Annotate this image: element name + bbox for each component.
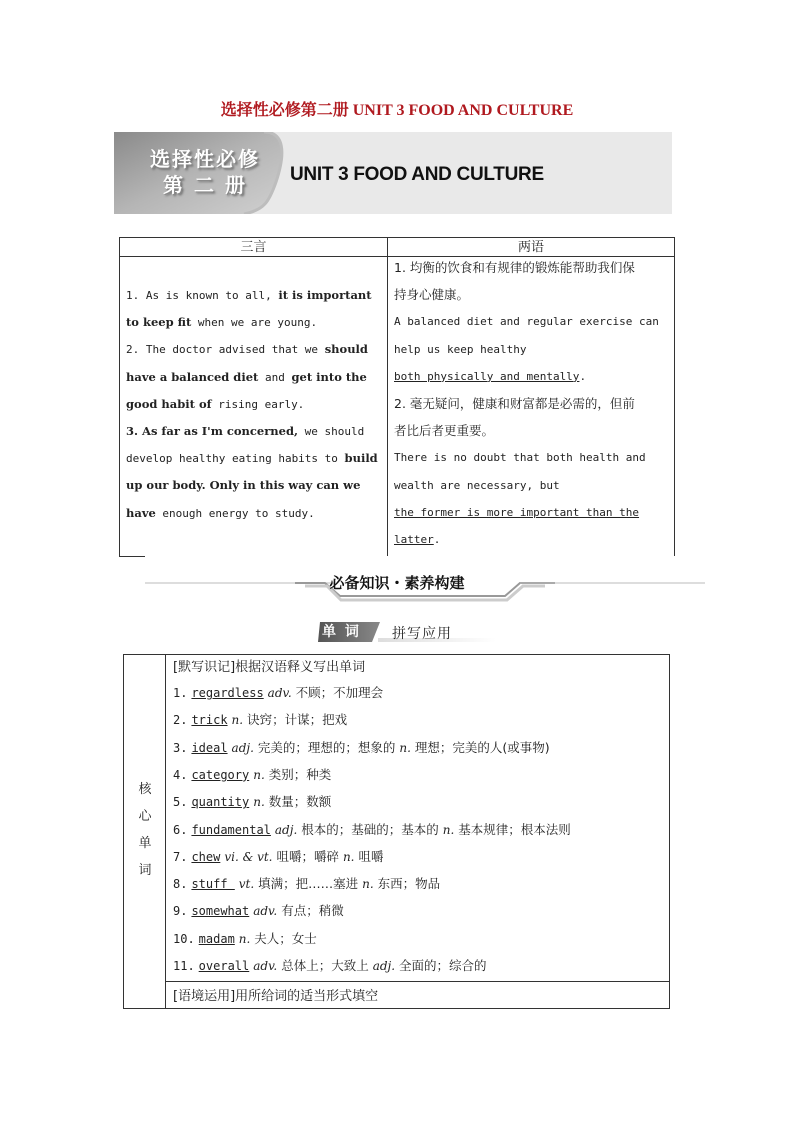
word-row [173,765,331,783]
word-answer: trick [191,713,228,728]
unit-title: UNIT 3 FOOD AND CULTURE [290,164,544,185]
word-meaning: 夫人；女士 [250,930,317,946]
word-row [173,874,440,892]
part-of-speech: vi. & vt. [224,849,273,864]
left-line-1: 1. As is known to all, it is important [126,288,372,302]
word-row [173,956,487,974]
right-cn-1a: 1. 均衡的饮食和有规律的锻炼能帮助我们保 [394,260,635,275]
word-row [173,792,331,810]
part-of-speech-2: n. [342,849,355,864]
subsection-title: 拼写应用 [392,626,452,642]
word-answer: stuff [191,877,235,892]
badge-line-1: 选择性必修 [150,147,260,171]
table1-border-left [119,256,120,556]
word-answer: madam [198,931,235,946]
part-of-speech: adj. [274,822,298,837]
right-en-2a: There is no doubt that both health and [394,451,646,465]
word-number: 7. [173,849,188,864]
left-line-3: 2. The doctor advised that we should [126,342,368,357]
left-line-9: have enough energy to study. [126,505,315,520]
right-en-2b: wealth are necessary, but [394,478,560,492]
word-answer: fundamental [191,822,271,837]
part-of-speech: adv. [253,904,278,919]
table2-instruction-1: [默写识记]根据汉语释义写出单词 [173,660,366,675]
left-line-8: up our body. Only in this way can we [126,478,361,493]
word-meaning-2: 全面的；综合的 [395,958,487,973]
word-meaning: 根本的；基础的；基本的 [297,821,443,837]
part-of-speech-2: n. [399,740,411,755]
table2-row-divider [165,981,670,982]
right-answer-2a: the former is more important than the [394,505,640,519]
right-en-1a: A balanced diet and regular exercise can [394,315,659,329]
right-cn-2a: 2. 毫无疑问，健康和财富都是必需的，但前 [394,396,635,412]
table2-instruction-2: [语境运用]用所给词的适当形式填空 [173,989,379,1004]
part-of-speech: adj. [231,740,254,755]
part-of-speech-2: n. [362,877,374,892]
word-row [173,901,344,919]
word-meaning-2: 理想；完美的人(或事物) [410,739,550,755]
word-row [173,820,571,838]
word-number: 6. [173,822,188,837]
table1-col1-header: 三言 [119,237,388,257]
word-number: 10. [173,931,195,946]
part-of-speech: n. [238,931,251,946]
word-number: 4. [173,767,188,782]
left-line-2: to keep fit when we are young. [126,315,318,330]
word-row [173,683,383,701]
word-row [173,847,383,865]
word-answer: overall [198,959,250,973]
right-cn-2b: 者比后者更重要。 [394,423,495,439]
word-number: 1. [173,686,188,700]
right-answer-1: both physically and mentally. [394,369,587,383]
word-answer: quantity [191,795,250,810]
word-row [173,710,347,728]
word-meaning: 咀嚼；嚼碎 [272,848,343,864]
part-of-speech: n. [253,767,265,782]
word-meaning-2: 东西；物品 [373,876,441,892]
word-meaning-2: 咀嚼 [354,848,384,864]
word-answer: chew [191,849,221,864]
word-answer: somewhat [191,904,250,919]
word-row [173,929,317,947]
part-of-speech: vt. [238,877,255,892]
word-answer: ideal [191,740,228,755]
side-label-char-4: 词 [138,863,152,878]
left-line-6: 3. As far as I'm concerned, we should [126,424,365,439]
unit-banner [114,132,672,214]
table1-border-bottom-stub [119,556,145,557]
word-meaning: 诀窍；计谋；把戏 [243,712,348,728]
word-meaning: 数量；数额 [264,794,332,810]
word-meaning: 有点；稍微 [277,903,344,919]
table1-border-mid [387,256,388,556]
word-number: 8. [173,877,188,892]
word-answer: category [191,767,250,782]
side-label-char-1: 核 [138,782,152,797]
page-top-title: 选择性必修第二册 UNIT 3 FOOD AND CULTURE [220,102,574,119]
left-line-7: develop healthy eating habits to build [126,451,378,466]
side-label-char-3: 单 [138,836,152,851]
part-of-speech: adv. [267,686,292,700]
word-meaning: 类别；种类 [264,766,332,782]
table1-left-cell [126,282,384,527]
left-line-5: good habit of rising early. [126,396,305,411]
word-answer: regardless [191,686,264,700]
right-en-1b: help us keep healthy [394,342,527,356]
right-answer-2b: latter. [394,533,441,547]
word-number: 9. [173,904,188,919]
badge-line-2: 第 二 册 [163,173,247,197]
table2-col-divider [165,654,166,1009]
subsection-badge: 单 词 [322,624,361,640]
word-meaning: 完美的；理想的；想象的 [253,739,400,755]
banner-badge [130,146,280,198]
word-number: 5. [173,795,188,810]
word-meaning-2: 基本规律；根本法则 [454,821,571,837]
section-title: 必备知识・素养构建 [329,574,465,592]
word-meaning: 填满；把……塞进 [254,876,363,892]
table2-side-label [130,776,160,884]
word-number: 11. [173,959,195,973]
word-number: 3. [173,740,188,755]
table1-col2-header: 两语 [387,237,675,257]
word-number: 2. [173,713,188,728]
part-of-speech: adv. [253,959,278,973]
right-cn-1b: 持身心健康。 [394,287,470,303]
left-line-4: have a balanced diet and get into the [126,369,367,384]
word-meaning: 总体上；大致上 [277,958,373,973]
part-of-speech: n. [253,795,265,810]
side-label-char-2: 心 [138,809,152,824]
word-row [173,738,550,756]
part-of-speech: n. [231,713,244,728]
word-meaning: 不顾；不加理会 [291,685,384,700]
table1-right-cell [394,254,672,553]
table1-border-right [674,256,675,556]
part-of-speech-2: adj. [372,959,396,973]
part-of-speech-2: n. [442,822,455,837]
